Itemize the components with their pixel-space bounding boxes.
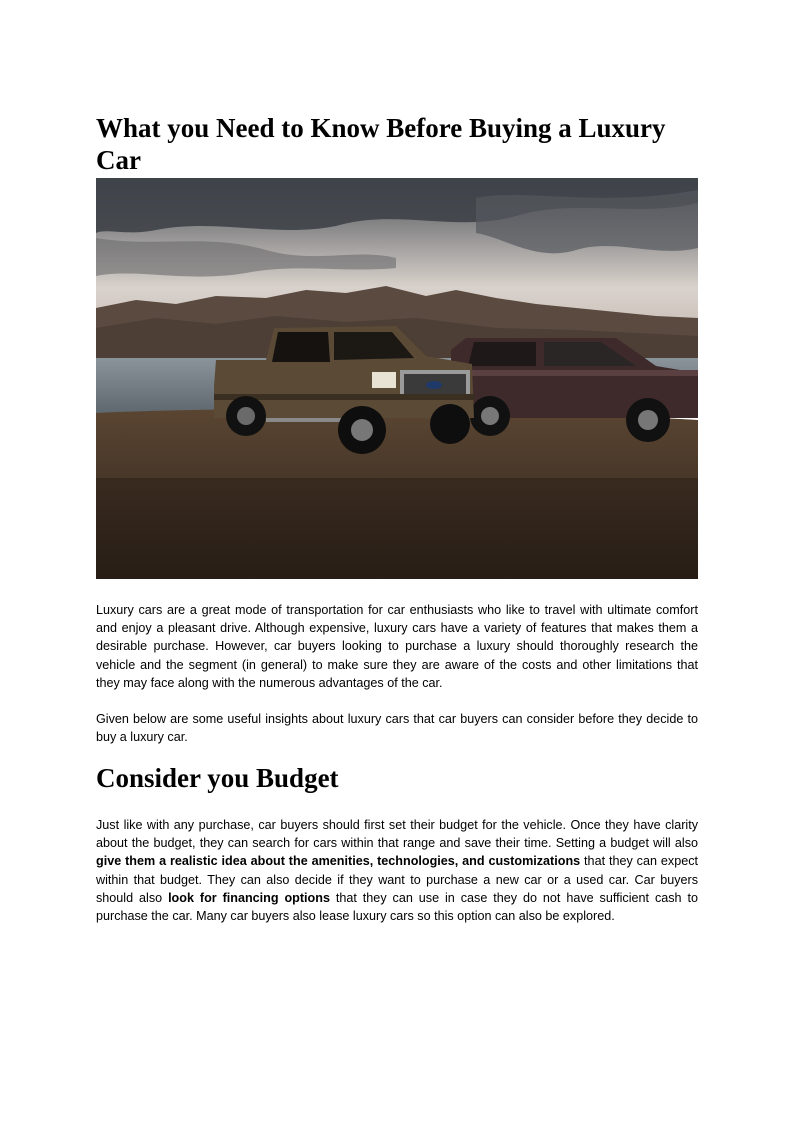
- insights-paragraph: Given below are some useful insights about luxury cars that car buyers can consider before they decide to buy a luxury car.: [96, 712, 698, 745]
- budget-bold-financing-options: look for financing options: [168, 890, 330, 905]
- section-heading: Consider you Budget: [96, 763, 339, 793]
- article-title: What you Need to Know Before Buying a Luxury Car: [96, 113, 666, 175]
- hero-image: [96, 178, 698, 579]
- budget-text-2: that they can expect within that budget. They can also decide if they want to purchase a new car or a used car. Car buyers should also: [96, 854, 698, 905]
- budget-bold-realistic-idea: give them a realistic idea about the amenities, technologies, and customizations: [96, 854, 581, 869]
- budget-text-1: Just like with any purchase, car buyers should first set their budget for the vehicle. Once they have clarity about the budget, they can search for cars within that range and save their time. Setting a budget will also: [96, 818, 698, 851]
- document-page: [96, 0, 698, 1123]
- budget-paragraph: [96, 816, 698, 925]
- budget-text-3: that they can use in case they do not have sufficient cash to purchase the car. Many car buyers also lease luxury cars so this option can also be explored.: [96, 890, 698, 924]
- intro-paragraph: Luxury cars are a great mode of transportation for car enthusiasts who like to travel with ultimate comfort and enjoy a pleasant drive. Although expensive, luxury cars have a variety of features that makes them a desirable purchase. However, car buyers looking to purchase a luxury should thoroughly research the vehicle and the segment (in general) to make sure they are aware of the costs and other limitations that they may face along with the numerous advantages of the car.: [96, 603, 698, 690]
- vignette: [96, 478, 698, 579]
